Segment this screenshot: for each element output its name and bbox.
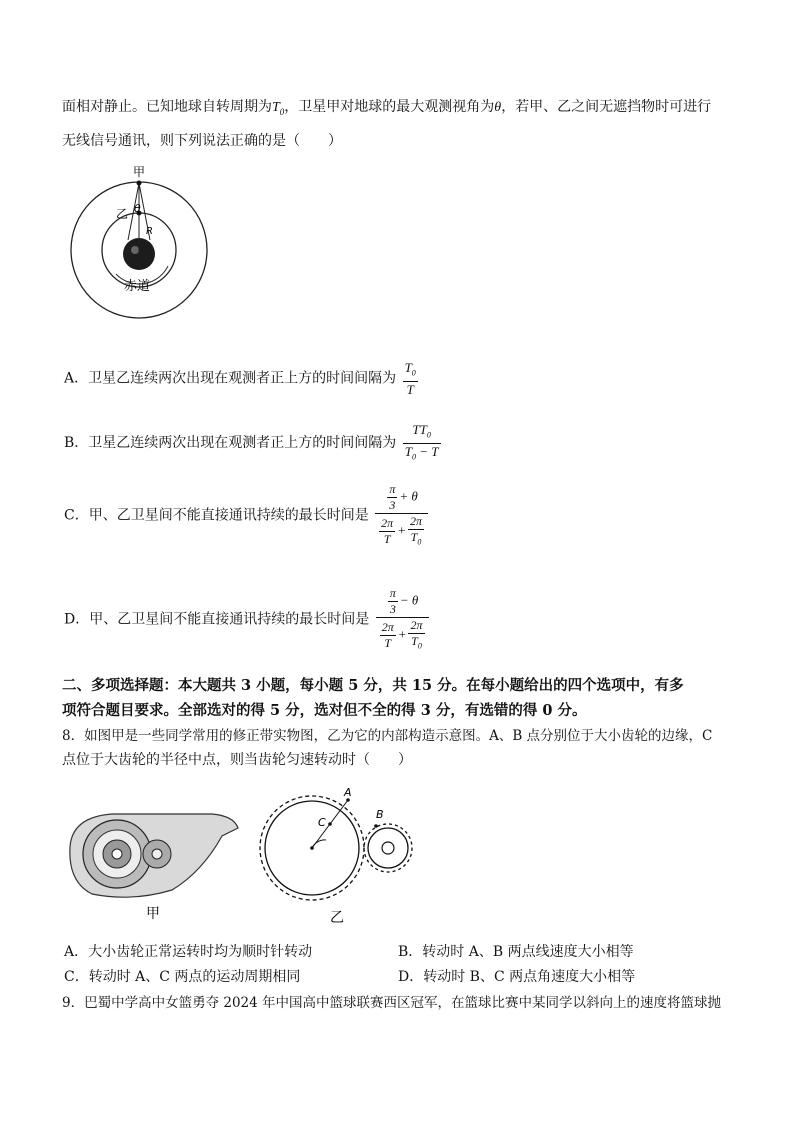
question-8-text: 点位于大齿轮的半径中点，则当齿轮匀速转动时（ ） <box>62 752 412 768</box>
T0-symbol: $T_0$ <box>272 100 285 117</box>
question-8-text: 8．如图甲是一些同学常用的修正带实物图，乙为它的内部构造示意图。A、B 点分别位于大小齿轮的边缘，C <box>62 728 713 744</box>
label-jia: 甲 <box>146 906 160 922</box>
option-D[interactable]: D．甲、乙卫星间不能直接通讯持续的最长时间是 $\frac{\pi}{3}$ − θ $\frac{2\pi}{T}$ + $\frac{2\pi}{T_0}$ <box>64 586 431 653</box>
label-yi: 乙 <box>330 910 344 926</box>
label-A: A <box>344 786 352 799</box>
small-gear <box>364 824 412 872</box>
section-heading: 项符合题目要求。全部选对的得 5 分，选对但不全的得 3 分，有选错的得 0 分。 <box>62 702 587 719</box>
gear-diagram <box>256 786 436 926</box>
label-theta: θ <box>134 202 141 215</box>
compound-fraction: $\frac{\pi}{3}$ − θ $\frac{2\pi}{T}$ + $\frac{2\pi}{T_0}$ <box>376 586 429 653</box>
fraction: $\frac{TT_0}{T_0 - T}$ <box>404 422 439 462</box>
orbit-figure <box>64 162 214 322</box>
section-heading: 二、多项选择题：本大题共 3 小题，每小题 5 分，共 15 分。在每小题给出的四个选项中，有多 <box>62 677 684 694</box>
label-yi: 乙 <box>116 207 129 221</box>
q8-option-A[interactable]: A．大小齿轮正常运转时均为顺时针转动 <box>64 944 313 960</box>
option-A[interactable]: A．卫星乙连续两次出现在观测者正上方的时间间隔为 $\frac{T_0}{T}$ <box>64 360 416 397</box>
label-B: B <box>376 808 384 821</box>
label-equator: 赤道 <box>124 279 151 294</box>
label-jia: 甲 <box>133 165 146 179</box>
compound-fraction: $\frac{\pi}{3}$ + θ $\frac{2\pi}{T}$ + $\frac{2\pi}{T_0}$ <box>375 482 428 549</box>
point-B <box>374 824 378 828</box>
question-text-line: 面相对静止。已知地球自转周期为$T_0$，卫星甲对地球的最大观测视角为θ，若甲、乙之间无遮挡物时可进行 <box>62 99 712 117</box>
satellite-jia <box>137 181 142 186</box>
question-text-line: 无线信号通讯，则下列说法正确的是（ ） <box>62 133 342 149</box>
point-C <box>328 822 332 826</box>
correction-tape-photo <box>62 802 242 922</box>
question-9-text: 9．巴蜀中学高中女篮勇夺 2024 年中国高中篮球联赛西区冠军，在篮球比赛中某同学以斜向上的速度将篮球抛 <box>62 995 722 1011</box>
label-R: R <box>146 226 153 237</box>
option-B[interactable]: B．卫星乙连续两次出现在观测者正上方的时间间隔为 $\frac{TT_0}{T_0 - T}$ <box>64 422 443 464</box>
label-C: C <box>318 816 326 829</box>
q8-option-C[interactable]: C．转动时 A、C 两点的运动周期相同 <box>64 969 301 985</box>
q8-option-D[interactable]: D．转动时 B、C 两点角速度大小相等 <box>398 969 636 985</box>
q8-option-B[interactable]: B．转动时 A、B 两点线速度大小相等 <box>398 944 634 960</box>
theta-symbol: θ <box>494 100 502 115</box>
option-C[interactable]: C．甲、乙卫星间不能直接通讯持续的最长时间是 $\frac{\pi}{3}$ + θ $\frac{2\pi}{T}$ + $\frac{2\pi}{T_0}$ <box>64 482 430 549</box>
fraction: $\frac{T_0}{T}$ <box>404 360 416 397</box>
